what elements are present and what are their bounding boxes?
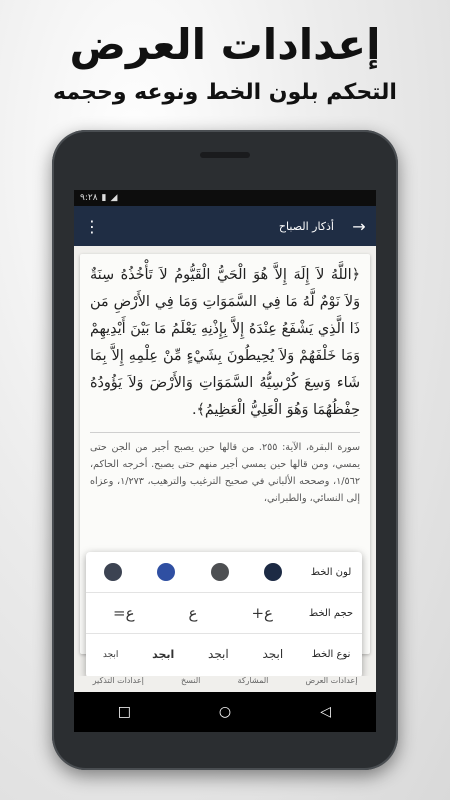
font-size-decrease[interactable]: ع: [188, 604, 198, 622]
status-bar: [74, 190, 376, 206]
phone-screen: [74, 190, 376, 732]
color-swatch-blue[interactable]: [157, 563, 175, 581]
font-type-label: نوع الخط: [311, 648, 351, 660]
app-bar: [74, 206, 376, 246]
display-settings-panel: [86, 552, 362, 678]
back-triangle-icon[interactable]: ◁: [320, 704, 332, 720]
divider: [90, 432, 360, 433]
font-size-reset[interactable]: ع=: [113, 604, 135, 622]
more-vert-icon[interactable]: ⋮: [84, 216, 100, 236]
tab-display-settings[interactable]: إعدادات العرض: [305, 676, 358, 685]
phone-frame: [52, 130, 398, 770]
font-size-row: [86, 593, 362, 634]
font-size-increase[interactable]: ع+: [251, 604, 274, 622]
tab-reminder-settings[interactable]: إعدادات التذكير: [92, 676, 144, 685]
verse-text: ﴿اللَّهُ لاَ إِلَهَ إِلاَّ هُوَ الْحَيُّ الْقَيُّومُ لاَ تَأْخُذُهُ سِنَةٌ وَلاَ نَوْمٌ لَّهُ مَا فِي السَّمَوَاتِ وَمَا فِي الأَرْضِ مَن ذَا الَّذِي يَشْفَعُ عِنْدَهُ إِلاَّ بِإِذْنِهِ يَعْلَمُ مَا بَيْنَ أَيْدِيهِمْ وَمَا خَلْفَهُمْ وَلاَ يُحِيطُونَ بِشَيْءٍ مِّنْ عِلْمِهِ إِلاَّ بِمَا شَاء وَسِعَ كُرْسِيُّهُ السَّمَوَاتِ وَالأَرْضَ وَلاَ يَؤُودُهُ حِفْظُهُمَا وَهُوَ الْعَلِيُّ الْعَظِيمُ﴾.: [90, 267, 360, 418]
phone-speaker: [200, 152, 250, 158]
font-size-label: حجم الخط: [308, 607, 354, 619]
font-option-4[interactable]: ابجد: [102, 648, 119, 659]
tab-share[interactable]: المشاركة: [237, 676, 269, 685]
color-swatch-gray[interactable]: [211, 563, 229, 581]
reference-text: سورة البقرة، الآية: ٢٥٥. من قالها حين يصبح أجير من الجن حتى يمسي، ومن قالها حين يمسي أجير منهم حتى يصبح. أخرجه الحاكم، ١/٥٦٢، وصححه الألباني في صحيح الترغيب والترهيب، ١/٢٧٣، وعزاه إلى النسائي، والطبراني،: [90, 442, 361, 504]
font-type-row: [86, 634, 362, 674]
bottom-tabs: [74, 676, 376, 692]
app-bar-title: أذكار الصباح: [278, 219, 334, 233]
tab-copy[interactable]: النسخ: [180, 676, 201, 685]
color-swatch-slate[interactable]: [104, 563, 122, 581]
color-swatch-navy[interactable]: [264, 563, 282, 581]
home-circle-icon[interactable]: ○: [218, 704, 232, 720]
recents-square-icon[interactable]: □: [117, 704, 131, 720]
battery-icon: ▮: [101, 193, 107, 203]
signal-icon: ◢: [110, 193, 118, 203]
arrow-right-icon[interactable]: →: [352, 216, 366, 236]
font-option-3[interactable]: ابجد: [152, 647, 175, 661]
font-option-1[interactable]: ابجد: [262, 647, 284, 661]
font-color-label: لون الخط: [310, 566, 352, 578]
font-color-row: [86, 552, 362, 593]
promo-title: إعدادات العرض: [69, 20, 381, 69]
promo-subtitle: التحكم بلون الخط ونوعه وحجمه: [53, 80, 397, 105]
font-option-2[interactable]: ابجد: [208, 647, 229, 661]
status-time: ٩:٢٨: [80, 193, 98, 203]
android-nav-bar: [74, 692, 376, 732]
